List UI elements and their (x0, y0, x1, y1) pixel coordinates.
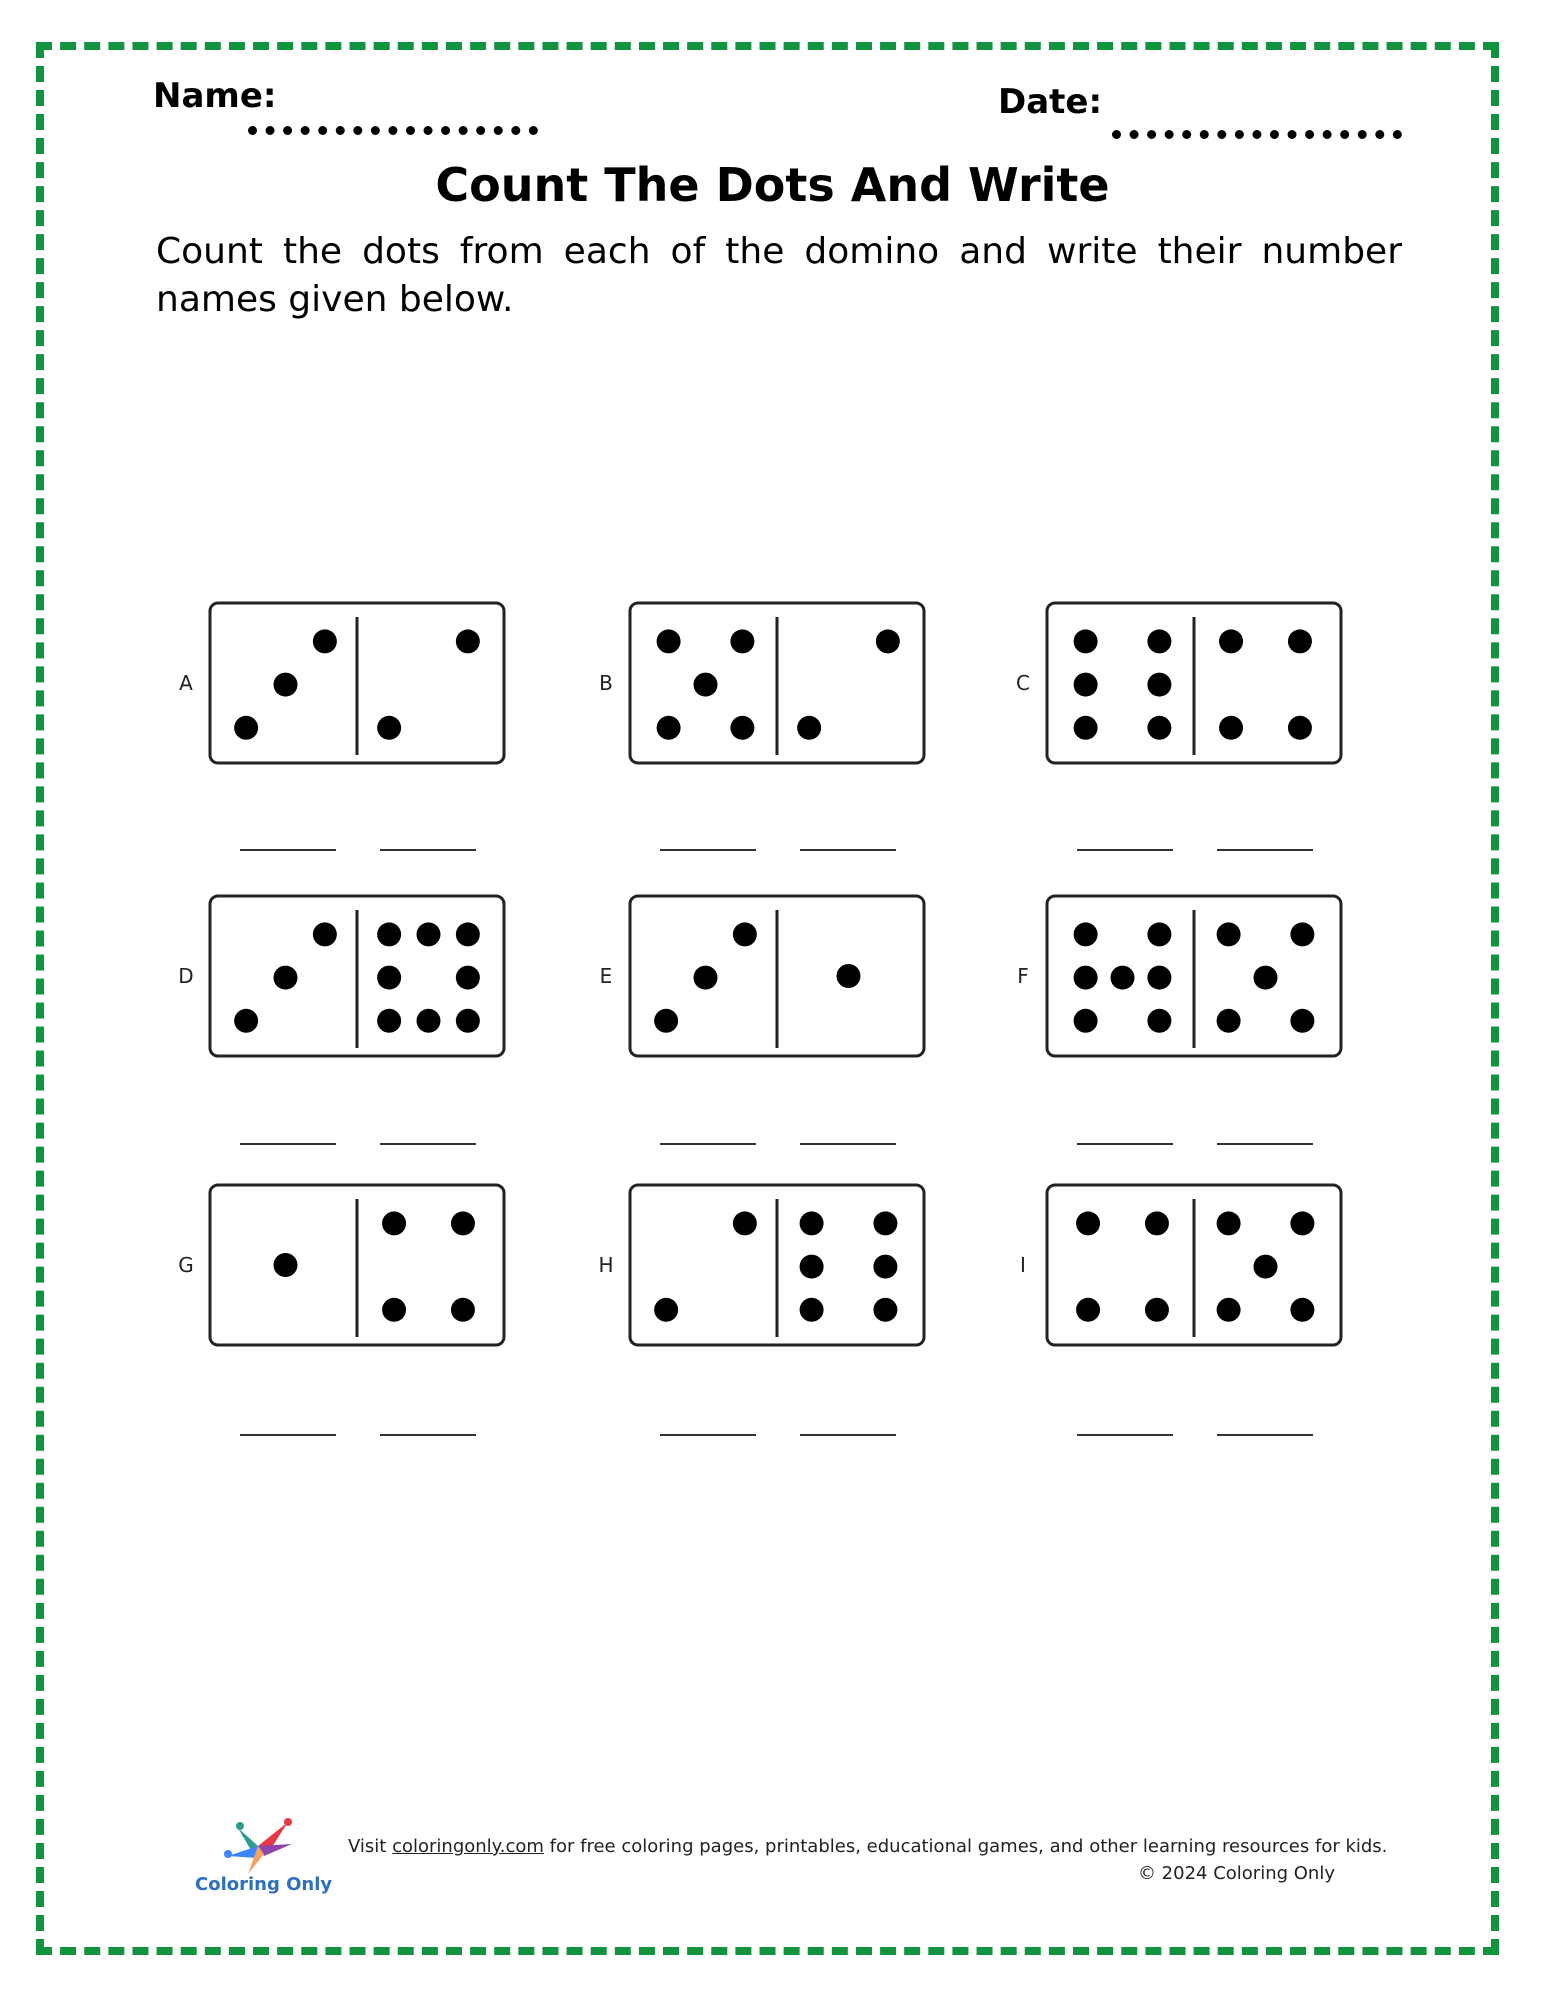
domino-pip-left (1147, 966, 1171, 990)
domino-pip-right (1217, 1211, 1241, 1235)
domino-c (1016, 603, 1341, 850)
domino-pip-right (377, 966, 401, 990)
domino-pip-right (377, 716, 401, 740)
domino-pip-right (1217, 922, 1241, 946)
domino-pip-right (417, 1009, 441, 1033)
domino-pip-left (1074, 673, 1098, 697)
domino-h (598, 1185, 924, 1435)
domino-pip-left (654, 1298, 678, 1322)
domino-pip-left (1145, 1298, 1169, 1322)
domino-pip-right (377, 922, 401, 946)
domino-pip-right (382, 1211, 406, 1235)
domino-pip-right (377, 1009, 401, 1033)
domino-pip-right (1290, 1009, 1314, 1033)
coloring-only-logo (218, 1816, 298, 1880)
domino-f (1017, 896, 1341, 1144)
domino-pip-right (1219, 629, 1243, 653)
domino-pip-right (417, 922, 441, 946)
domino-pip-right (1288, 716, 1312, 740)
domino-pip-left (1147, 629, 1171, 653)
domino-pip-left (1074, 922, 1098, 946)
domino-pip-left (234, 716, 258, 740)
domino-pip-left (1111, 966, 1135, 990)
footer-rest: for free coloring pages, printables, educational games, and other learning resources for kids. (549, 1836, 1388, 1857)
date-label: Date: (998, 82, 1103, 122)
domino-pip-right (873, 1298, 897, 1322)
domino-pip-right (800, 1255, 824, 1279)
domino-pip-right (1290, 1298, 1314, 1322)
domino-pip-left (313, 922, 337, 946)
domino-pip-left (1074, 1009, 1098, 1033)
domino-pip-left (1147, 1009, 1171, 1033)
domino-g (178, 1185, 504, 1435)
domino-i (1020, 1185, 1341, 1435)
domino-pip-left (1147, 716, 1171, 740)
domino-letter: I (1020, 1253, 1026, 1277)
domino-pip-right (873, 1211, 897, 1235)
domino-pip-right (1219, 716, 1243, 740)
page-title: Count The Dots And Write (435, 158, 1110, 212)
domino-pip-right (456, 922, 480, 946)
domino-pip-left (694, 966, 718, 990)
name-label: Name: (153, 76, 277, 116)
domino-pip-right (451, 1298, 475, 1322)
domino-pip-right (873, 1255, 897, 1279)
domino-pip-right (1217, 1298, 1241, 1322)
domino-pip-left (1145, 1211, 1169, 1235)
domino-letter: B (599, 671, 613, 695)
domino-pip-left (730, 629, 754, 653)
domino-a (179, 603, 504, 850)
domino-pip-right (797, 716, 821, 740)
footer-text (348, 1836, 1387, 1857)
domino-pip-right (456, 966, 480, 990)
domino-pip-right (1254, 1255, 1278, 1279)
domino-pip-left (730, 716, 754, 740)
domino-pip-right (876, 629, 900, 653)
copyright: © 2024 Coloring Only (1137, 1863, 1335, 1884)
domino-pip-left (657, 716, 681, 740)
domino-pip-left (1147, 673, 1171, 697)
domino-pip-right (1290, 1211, 1314, 1235)
domino-pip-left (657, 629, 681, 653)
domino-pip-right (800, 1211, 824, 1235)
domino-b (599, 603, 924, 850)
domino-pip-left (1074, 716, 1098, 740)
domino-pip-right (451, 1211, 475, 1235)
domino-pip-left (313, 629, 337, 653)
domino-d (178, 896, 504, 1144)
domino-letter: E (599, 964, 613, 988)
domino-pip-left (694, 673, 718, 697)
brand-name: Coloring Only (195, 1874, 333, 1895)
domino-letter: A (179, 671, 193, 695)
domino-letter: H (598, 1253, 614, 1277)
domino-pip-right (1290, 922, 1314, 946)
footer-visit: Visit (348, 1836, 387, 1857)
domino-pip-left (733, 922, 757, 946)
domino-pip-right (1254, 966, 1278, 990)
domino-pip-left (1074, 629, 1098, 653)
domino-pip-left (1147, 922, 1171, 946)
domino-pip-right (456, 1009, 480, 1033)
domino-e (600, 896, 924, 1144)
footer-link[interactable]: coloringonly.com (392, 1836, 544, 1857)
domino-letter: F (1017, 964, 1029, 988)
domino-pip-left (1076, 1211, 1100, 1235)
domino-letter: D (178, 964, 194, 988)
domino-pip-left (234, 1009, 258, 1033)
domino-pip-left (274, 966, 298, 990)
domino-pip-left (274, 673, 298, 697)
domino-pip-left (1076, 1298, 1100, 1322)
domino-pip-left (654, 1009, 678, 1033)
instructions: Count the dots from each of the domino and write their number names given below. (156, 231, 1402, 320)
domino-pip-right (837, 964, 861, 988)
domino-pip-right (456, 629, 480, 653)
domino-pip-left (1074, 966, 1098, 990)
domino-pip-right (1217, 1009, 1241, 1033)
domino-letter: C (1016, 671, 1030, 695)
domino-pip-right (1288, 629, 1312, 653)
domino-letter: G (178, 1253, 194, 1277)
domino-pip-right (382, 1298, 406, 1322)
domino-pip-right (800, 1298, 824, 1322)
domino-pip-left (274, 1253, 298, 1277)
domino-pip-left (733, 1211, 757, 1235)
